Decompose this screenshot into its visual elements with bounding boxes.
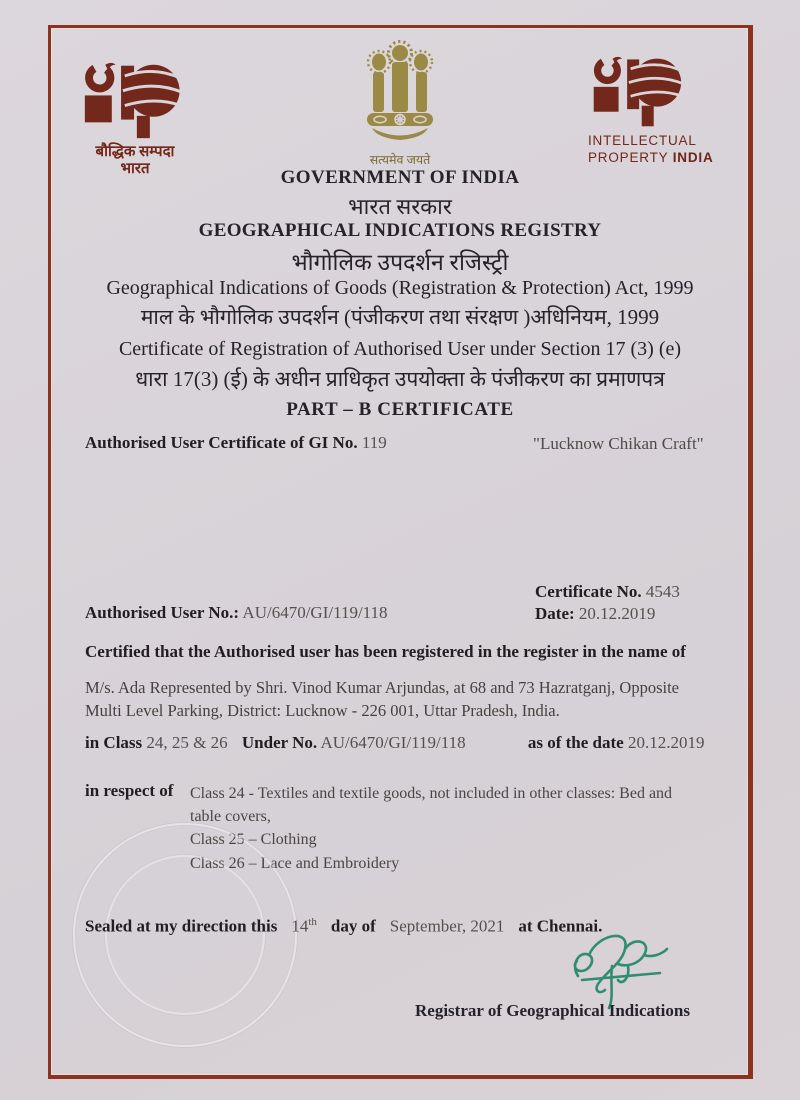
gi-number-value: 119 <box>361 433 387 452</box>
gi-number-line <box>85 433 387 453</box>
right-logo-property: PROPERTY <box>588 149 669 165</box>
certificate-number-label: Certificate No. <box>535 582 642 601</box>
left-logo-label-line2: भारत <box>120 160 150 177</box>
ip-india-logo-icon <box>588 56 692 128</box>
authorised-user-value: AU/6470/GI/119/118 <box>242 603 388 622</box>
gi-name: "Lucknow Chikan Craft" <box>533 434 704 453</box>
registrar-title: Registrar of Geographical Indications <box>415 1001 690 1020</box>
emblem-motto: सत्यमेव जयते <box>369 153 431 167</box>
ip-india-logo-right <box>588 56 738 167</box>
class-24-item: Class 24 - Textiles and textile goods, not included in other classes: Bed and table covers, <box>190 785 673 826</box>
certificate-number-value: 4543 <box>645 582 680 601</box>
in-class-value: 24, 25 & 26 <box>146 733 228 752</box>
class-25-item: Class 25 – Clothing <box>190 831 317 849</box>
gi-number-label: Authorised User Certificate of GI No. <box>85 433 358 452</box>
under-no-label: Under No. <box>241 733 318 752</box>
date-label: Date: <box>535 604 575 623</box>
as-of-date-value: 20.12.2019 <box>627 733 705 752</box>
date-line <box>535 604 655 624</box>
registry-title-hindi: भौगोलिक उपदर्शन रजिस्ट्री <box>291 250 509 275</box>
in-respect-of-label: in respect of <box>85 781 174 800</box>
sealed-place: at Chennai. <box>518 916 603 936</box>
registry-title: GEOGRAPHICAL INDICATIONS REGISTRY <box>198 220 602 241</box>
ip-india-logo-left <box>70 62 200 177</box>
sealed-day-of-label: day of <box>330 916 376 936</box>
under-no-value: AU/6470/GI/119/118 <box>320 733 466 752</box>
india-emblem <box>347 40 453 168</box>
sealed-day-suffix: th <box>308 916 317 928</box>
act-title-hindi: माल के भौगोलिक उपदर्शन (पंजीकरण तथा संरक्षण )अधिनियम, 1999 <box>140 305 660 329</box>
class-26-item: Class 26 – Lace and Embroidery <box>190 854 400 872</box>
in-class-label: in Class <box>85 733 143 752</box>
class-registration-line <box>85 733 704 753</box>
certified-statement: Certified that the Authorised user has been registered in the register in the name of <box>85 642 686 661</box>
sealed-prefix: Sealed at my direction this <box>85 916 278 936</box>
india-emblem-icon <box>350 40 450 144</box>
left-logo-label-line1: बौद्धिक सम्पदा <box>95 144 175 160</box>
as-of-date-label: as of the date <box>527 733 624 752</box>
ip-india-logo-icon <box>79 62 191 140</box>
right-logo-label-line1: INTELLECTUAL <box>588 133 697 148</box>
right-logo-india: INDIA <box>672 149 714 165</box>
certificate-number-line <box>535 582 680 602</box>
authorised-user-number-line <box>85 603 388 623</box>
act-title: Geographical Indications of Goods (Registration & Protection) Act, 1999 <box>106 277 694 299</box>
authorised-user-label: Authorised User No.: <box>85 603 240 622</box>
part-b-certificate-title: PART – B CERTIFICATE <box>286 399 514 420</box>
date-value: 20.12.2019 <box>578 604 656 623</box>
sealed-statement <box>85 916 602 937</box>
section-title-hindi: धारा 17(3) (ई) के अधीन प्राधिकृत उपयोक्ता के पंजीकरण का प्रमाणपत्र <box>135 367 665 391</box>
government-of-india-title-hindi: भारत सरकार <box>348 194 452 219</box>
sealed-month: September, 2021 <box>389 916 505 936</box>
government-of-india-title: GOVERNMENT OF INDIA <box>280 167 520 188</box>
section-title: Certificate of Registration of Authorised User under Section 17 (3) (e) <box>118 338 682 360</box>
right-logo-label-line2 <box>588 150 738 167</box>
registrant-details: M/s. Ada Represented by Shri. Vinod Kumar Arjundas, at 68 and 73 Hazratganj, Opposite Multi Level Parking, District: Lucknow - 226 001, Uttar Pradesh, India. <box>85 678 679 721</box>
sealed-day: 14 <box>291 916 309 936</box>
